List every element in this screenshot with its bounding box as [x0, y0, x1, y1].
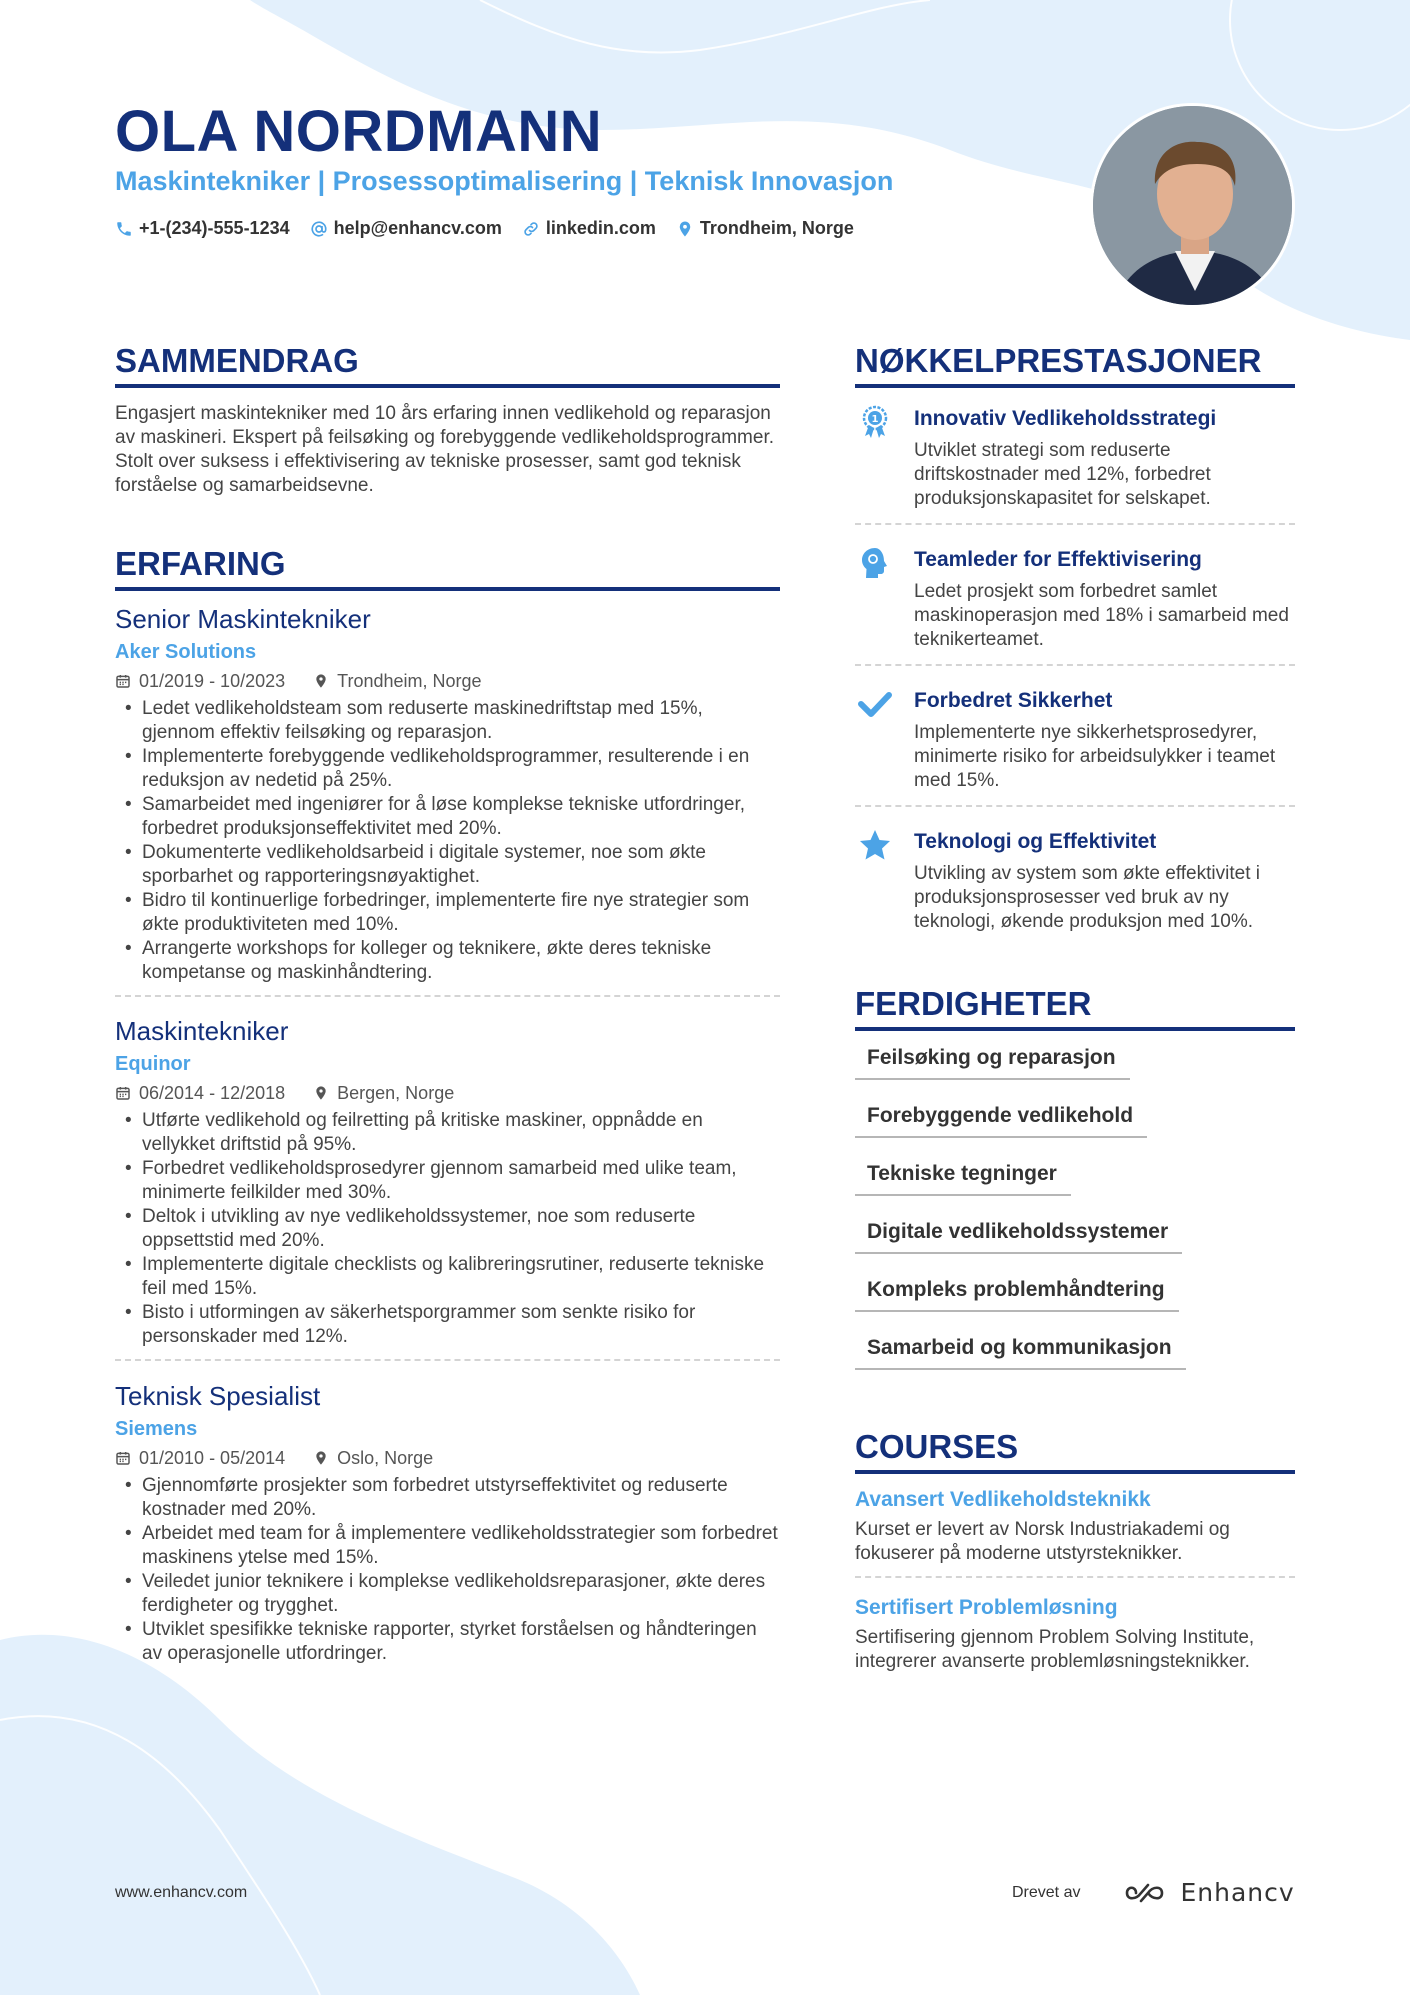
- job-bullet: • Implementerte digitale checklists og kalibreringsrutiner, reduserte tekniske feil med 15%.: [115, 1253, 780, 1301]
- calendar-icon: [115, 1085, 131, 1101]
- skill-tag: Tekniske tegninger: [855, 1156, 1071, 1196]
- brand-name: Enhancv: [1180, 1878, 1295, 1907]
- job-bullet: • Bisto i utformingen av säkerhetsporgrammer som senkte risiko for personskader med 12%.: [115, 1301, 780, 1349]
- enhancv-logo-icon: [1124, 1880, 1170, 1906]
- achievement-item: [855, 687, 1295, 807]
- contact-location-text: Trondheim, Norge: [699, 218, 854, 238]
- course-text: Kurset er levert av Norsk Industriakademi og fokuserer på moderne utstyrsteknikker.: [855, 1519, 1230, 1564]
- contact-list: [115, 218, 854, 239]
- contact-linkedin[interactable]: [522, 218, 656, 239]
- skills-list: [855, 1040, 1295, 1388]
- achievement-item: [855, 405, 1295, 525]
- experience-section-title: ERFARING: [115, 545, 780, 591]
- star-icon: [858, 828, 892, 862]
- skills-section-title: FERDIGHETER: [855, 985, 1295, 1031]
- job-bullet: • Forbedret vedlikeholdsprosedyrer gjennom samarbeid med ulike team, minimerte feilkilder med 30%.: [115, 1157, 780, 1205]
- divider: [855, 664, 1295, 666]
- job-bullet: • Dokumenterte vedlikeholdsarbeid i digitale systemer, noe som økte sporbarhet og rapporteringsnøyaktighet.: [115, 841, 780, 889]
- job-bullet: • Bidro til kontinuerlige forbedringer, implementerte fire nye strategier som økte produktiviteten med 10%.: [115, 889, 780, 937]
- location-icon: [313, 673, 329, 689]
- checkmark-icon: [858, 687, 892, 721]
- job-bullets: [115, 697, 780, 985]
- job-location-text: Bergen, Norge: [337, 1083, 455, 1103]
- skill-tag: Kompleks problemhåndtering: [855, 1272, 1179, 1312]
- course-item: [855, 1486, 1295, 1578]
- experience-item: [115, 603, 780, 997]
- svg-text:1: 1: [871, 414, 879, 425]
- contact-email-text: help@enhancv.com: [333, 218, 502, 238]
- job-dates: [115, 1081, 285, 1105]
- job-title: Teknisk Spesialist: [115, 1381, 321, 1411]
- calendar-icon: [115, 673, 131, 689]
- achievements-section-title: NØKKELPRESTASJONER: [855, 342, 1295, 388]
- candidate-name: OLA NORDMANN: [115, 99, 603, 164]
- achievement-title: Teamleder for Effektivisering: [914, 548, 1202, 571]
- job-meta: [115, 669, 780, 693]
- phone-icon: [115, 220, 133, 238]
- job-bullet: • Implementerte forebyggende vedlikeholdsprogrammer, resulterende i en reduksjon av nedetid på 25%.: [115, 745, 780, 793]
- skill-tag: Samarbeid og kommunikasjon: [855, 1330, 1186, 1370]
- profile-photo: [1090, 103, 1295, 308]
- achievement-text: Utvikling av system som økte effektivitet i produksjonsprosesser ved bruk av ny teknologi, økende produksjon med 10%.: [914, 863, 1260, 932]
- summary-section-title: SAMMENDRAG: [115, 342, 780, 388]
- divider: [115, 995, 780, 997]
- skill-tag: Forebyggende vedlikehold: [855, 1098, 1147, 1138]
- courses-section-title: COURSES: [855, 1428, 1295, 1474]
- calendar-icon: [115, 1450, 131, 1466]
- footer-branding: [1012, 1878, 1295, 1907]
- link-icon: [522, 220, 540, 238]
- job-title: Maskintekniker: [115, 1016, 289, 1046]
- divider: [855, 1576, 1295, 1578]
- job-meta: [115, 1446, 780, 1470]
- job-bullet: • Samarbeidet med ingeniører for å løse komplekse tekniske utfordringer, forbedret produksjonseffektivitet med 20%.: [115, 793, 780, 841]
- achievement-title: Teknologi og Effektivitet: [914, 830, 1157, 853]
- award-ribbon-icon: [858, 405, 892, 439]
- achievement-text: Implementerte nye sikkerhetsprosedyrer, minimerte risiko for arbeidsulykker i teamet med 15%.: [914, 722, 1276, 791]
- summary-text: Engasjert maskintekniker med 10 års erfaring innen vedlikehold og reparasjon av maskineri. Ekspert på feilsøking og forebyggende vedlikeholdsprogrammer. Stolt over suksess i effektivisering av tekniske prosesser, samt god teknisk forståelse og samarbeidsevne.: [115, 403, 774, 496]
- divider: [855, 805, 1295, 807]
- job-bullet: • Utførte vedlikehold og feilretting på kritiske maskiner, oppnådde en vellykket driftstid på 95%.: [115, 1109, 780, 1157]
- location-icon: [313, 1450, 329, 1466]
- achievement-text: Ledet prosjekt som forbedret samlet maskinoperasjon med 18% i samarbeid med teknikerteamet.: [914, 581, 1289, 650]
- company-name: Equinor: [115, 1053, 191, 1075]
- course-title: Sertifisert Problemløsning: [855, 1596, 1118, 1619]
- job-bullet: • Utviklet spesifikke tekniske rapporter, styrket forståelsen og håndteringen av operasjonelle utfordringer.: [115, 1618, 780, 1666]
- achievement-title: Forbedret Sikkerhet: [914, 689, 1113, 712]
- job-bullet: • Deltok i utvikling av nye vedlikeholdssystemer, noe som reduserte oppsettstid med 20%.: [115, 1205, 780, 1253]
- course-text: Sertifisering gjennom Problem Solving Institute, integrerer avanserte problemløsningsteknikker.: [855, 1627, 1255, 1672]
- experience-item: [115, 1015, 780, 1361]
- achievement-title: Innovativ Vedlikeholdsstrategi: [914, 407, 1217, 430]
- achievement-item: [855, 546, 1295, 666]
- contact-email[interactable]: [310, 218, 502, 239]
- course-title: Avansert Vedlikeholdsteknikk: [855, 1488, 1151, 1511]
- location-icon: [676, 220, 694, 238]
- footer-website[interactable]: www.enhancv.com: [115, 1884, 248, 1901]
- achievement-item: [855, 828, 1295, 934]
- course-item: [855, 1594, 1295, 1674]
- company-name: Aker Solutions: [115, 641, 257, 663]
- job-location: [313, 1081, 454, 1105]
- head-idea-icon: [858, 546, 892, 580]
- skill-tag: Digitale vedlikeholdssystemer: [855, 1214, 1182, 1254]
- job-meta: [115, 1081, 780, 1105]
- job-dates: [115, 669, 285, 693]
- location-icon: [313, 1085, 329, 1101]
- job-dates: [115, 1446, 285, 1470]
- job-bullet: • Gjennomførte prosjekter som forbedret utstyrseffektivitet og reduserte kostnader med 20%.: [115, 1474, 780, 1522]
- contact-linkedin-text: linkedin.com: [545, 218, 656, 238]
- job-dates-text: 01/2019 - 10/2023: [139, 671, 286, 691]
- contact-location: [676, 218, 854, 239]
- enhancv-logo[interactable]: [1124, 1878, 1294, 1907]
- contact-phone[interactable]: [115, 218, 290, 239]
- divider: [115, 1359, 780, 1361]
- job-dates-text: 01/2010 - 05/2014: [139, 1448, 286, 1468]
- divider: [855, 523, 1295, 525]
- job-location: [313, 1446, 433, 1470]
- job-location: [313, 669, 481, 693]
- company-name: Siemens: [115, 1418, 198, 1440]
- job-bullet: • Arrangerte workshops for kolleger og teknikere, økte deres tekniske kompetanse og maskinhåndtering.: [115, 937, 780, 985]
- job-dates-text: 06/2014 - 12/2018: [139, 1083, 286, 1103]
- job-bullets: [115, 1474, 780, 1666]
- job-location-text: Trondheim, Norge: [337, 671, 482, 691]
- powered-by-text: Drevet av: [1012, 1883, 1081, 1901]
- job-bullet: • Veiledet junior teknikere i komplekse vedlikeholdsreparasjoner, økte deres ferdigheter og trygghet.: [115, 1570, 780, 1618]
- job-bullets: [115, 1109, 780, 1349]
- candidate-tagline: Maskintekniker | Prosessoptimalisering | Teknisk Innovasjon: [115, 166, 894, 196]
- job-location-text: Oslo, Norge: [337, 1448, 434, 1468]
- job-bullet: • Ledet vedlikeholdsteam som reduserte maskinedriftstap med 15%, gjennom effektiv feilsøking og reparasjon.: [115, 697, 780, 745]
- experience-item: [115, 1380, 780, 1666]
- job-bullet: • Arbeidet med team for å implementere vedlikeholdsstrategier som forbedret maskinens ytelse med 15%.: [115, 1522, 780, 1570]
- job-title: Senior Maskintekniker: [115, 604, 371, 634]
- at-icon: [310, 220, 328, 238]
- skill-tag: Feilsøking og reparasjon: [855, 1040, 1130, 1080]
- contact-phone-text: +1-(234)-555-1234: [139, 218, 290, 238]
- achievement-text: Utviklet strategi som reduserte driftskostnader med 12%, forbedret produksjonskapasitet for selskapet.: [914, 440, 1211, 509]
